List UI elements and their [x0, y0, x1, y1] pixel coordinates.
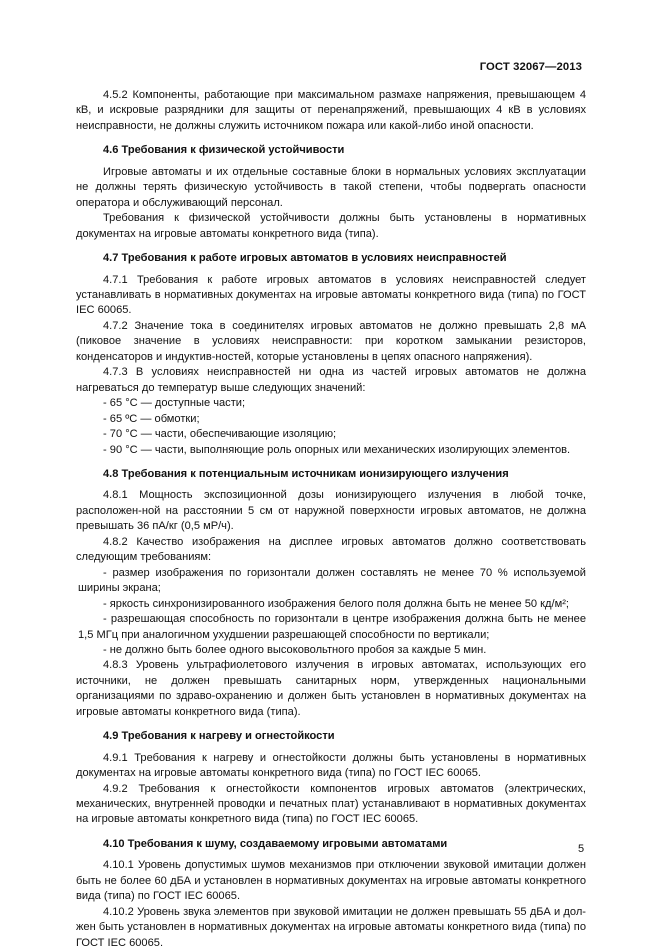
page-number: 5 — [578, 843, 585, 855]
list-item: - разрешающая способность по горизонтали в центре изображения должна быть не менее 1,5 МГц при аналогичном ухудшении разрешающей способности по вертикали; — [78, 613, 586, 641]
clause-4-10-1: 4.10.1 Уровень допустимых шумов механизмов при отключении звуковой имитации должен быть не более 60 дБА и установлен в нормативных документах на игровые автоматы конкретного вида (типа) по ГОСТ IEC 60065. — [76, 859, 586, 903]
list-item: - 70 °С — части, обеспечивающие изоляцию; — [103, 428, 337, 441]
section-heading-4-8: 4.8 Требования к потенциальным источникам ионизирующего излучения — [103, 467, 509, 480]
section-heading-4-7: 4.7 Требования к работе игровых автоматов в условиях неисправностей — [103, 252, 507, 265]
clause-4-7-2: 4.7.2 Значение тока в соединителях игровых автоматов не должно превышать 2,8 мА (пиковое значение в условиях неисправности: при коротком замыкании резисторов, конденсаторов и индуктив-ностей, которые установлены в цепях опасного напряжения). — [76, 319, 586, 363]
clause-4-7-1: 4.7.1 Требования к работе игровых автоматов в условиях неисправностей следует устанавливать в нормативных документах на игровые автоматы конкретного вида (типа) по ГОСТ IEC 60065. — [76, 273, 586, 317]
clause-4-9-2: 4.9.2 Требования к огнестойкости компонентов игровых автоматов (электрических, механических, внутренней проводки и печатных плат) устанавливают в нормативных документах на игровые автоматы конкретного вида (типа) по ГОСТ IEC 60065. — [76, 782, 586, 826]
clause-4-8-1: 4.8.1 Мощность экспозиционной дозы ионизирующего излучения в любой точке, расположен-ной на расстоянии 5 см от наружной поверхности игровых автоматов, не должна превышать 36 пА/кг (0,5 мР/ч). — [76, 489, 586, 533]
clause-4-8-2: 4.8.2 Качество изображения на дисплее игровых автоматов должно соответствовать следующим требованиям: — [76, 535, 586, 564]
paragraph: Игровые автоматы и их отдельные составные блоки в нормальных условиях эксплуатации не должны терять физическую устойчивость в такой степени, чтобы подвергать опасности оператора и обслуживающий персонал. — [76, 165, 586, 209]
clause-4-10-2: 4.10.2 Уровень звука элементов при звуковой имитации не должен превышать 55 дБА и дол-жен быть установлен в нормативных документах на игровые автоматы конкретного вида (типа) по ГОСТ IEC 60065. — [76, 905, 586, 949]
clause-4-8-3: 4.8.3 Уровень ультрафиолетового излучения в игровых автоматах, использующих его источники, не должен превышать санитарных норм, утвержденных национальными организациями по здраво-охранению и должен быть установлен в нормативных документах на игровые автоматы конкретного вида (типа). — [76, 659, 586, 718]
list-item: - 65 °С — доступные части; — [103, 397, 246, 410]
section-heading-4-9: 4.9 Требования к нагреву и огнестойкости — [103, 730, 335, 743]
clause-4-7-3: 4.7.3 В условиях неисправностей ни одна из частей игровых автоматов не должна нагреваться до температур выше следующих значений: — [76, 366, 586, 394]
list-item: - 65 ºС — обмотки; — [103, 412, 200, 425]
list-item: - размер изображения по горизонтали должен составлять не менее 70 % используемой ширины экрана; — [78, 566, 586, 595]
clause-4-5-2: 4.5.2 Компоненты, работающие при максимальном размахе напряжения, превышающем 4 кВ, и искровые разрядники для защиты от перенапряжений, превышающих 4 кВ в условиях неисправности, не должны служить источником пожара или какой-либо иной опасности. — [76, 89, 586, 132]
document-body — [76, 88, 586, 951]
paragraph: Требования к физической устойчивости должны быть установлены в нормативных документах на игровые автоматы конкретного вида (типа). — [76, 212, 586, 240]
section-heading-4-10: 4.10 Требования к шуму, создаваемому игровыми автоматами — [103, 837, 448, 850]
list-item: - 90 °С — части, выполняющие роль опорных или механических изолирующих элементов. — [103, 443, 571, 456]
clause-4-9-1: 4.9.1 Требования к нагреву и огнестойкости должны быть установлены в нормативных документах на игровые автоматы конкретного вида (типа) по ГОСТ IEC 60065. — [76, 751, 586, 780]
standard-code: ГОСТ 32067—2013 — [479, 61, 582, 73]
list-item: - не должно быть более одного высоковольтного пробоя за каждые 5 мин. — [103, 643, 487, 656]
section-heading-4-6: 4.6 Требования к физической устойчивости — [103, 144, 345, 157]
list-item: - яркость синхронизированного изображения белого поля должна быть не менее 50 кд/м²; — [103, 597, 569, 610]
